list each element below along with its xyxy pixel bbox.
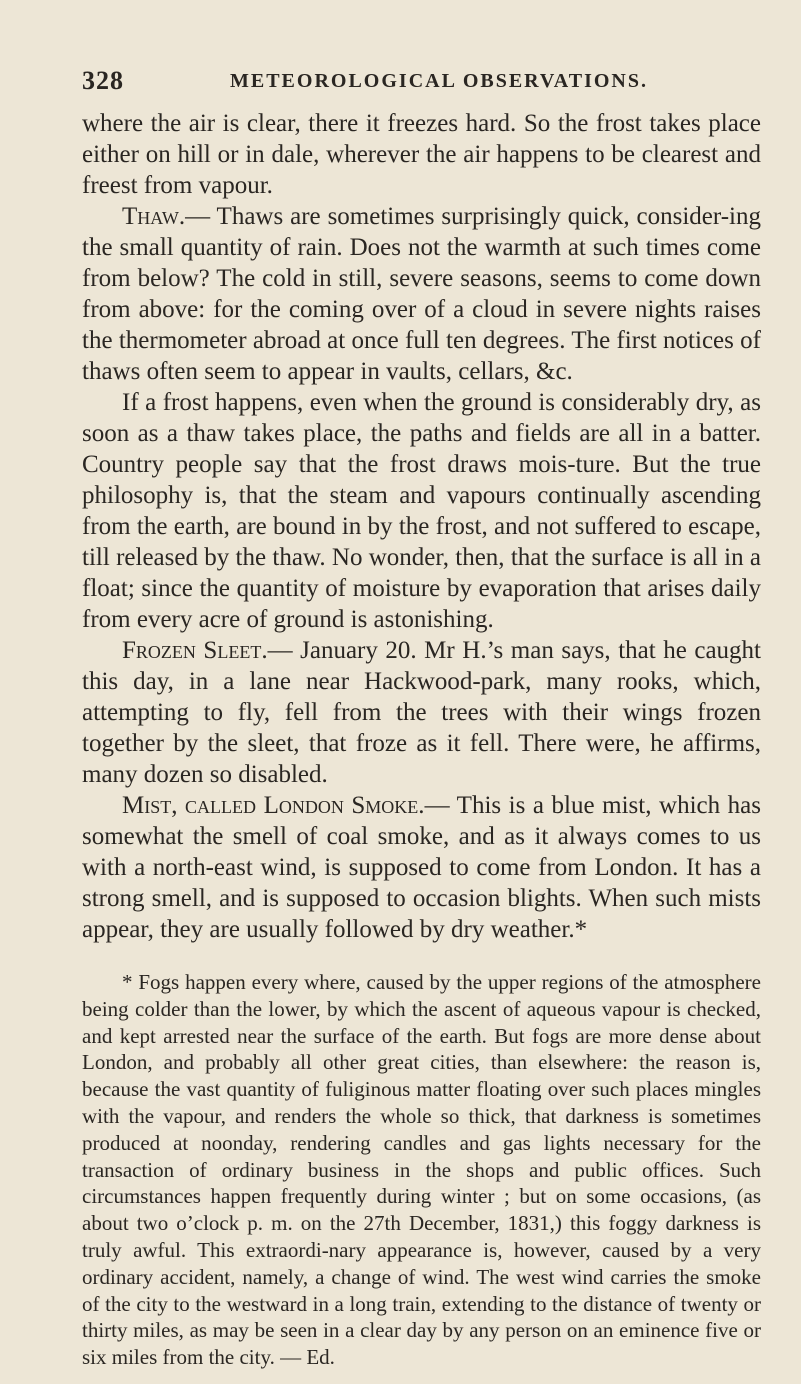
paragraph [82,387,761,635]
body-text [82,108,761,945]
paragraph-heading: Mist, called London Smoke. [122,792,425,819]
running-head [82,66,761,96]
paragraph-heading: Thaw. [122,203,186,230]
running-title: METEOROLOGICAL OBSERVATIONS. [230,70,648,92]
paragraph [82,790,761,945]
paragraph [82,201,761,387]
paragraph-text: If a frost happens, even when the ground is considerably dry, as soon as a thaw takes place, the paths and fields are all in a batter. Country people say that the frost draws mois-ture. But the true philosophy is, that the steam and vapours continually ascending from the earth, are bound in by the frost, and not suffered to escape, till released by the thaw. No wonder, then, that the surface is all in a float; since the quantity of moisture by evaporation that arises daily from every acre of ground is astonishing. [82,389,761,633]
paragraph-text: — January 20. Mr H.’s man says, that he caught this day, in a lane near Hackwood-park, many rooks, which, attempting to fly, fell from the trees with their wings frozen together by the sleet, that froze as it fell. There were, he affirms, many dozen so disabled. [82,637,761,788]
page-number: 328 [82,66,124,95]
paragraph-text: — This is a blue mist, which has somewhat the smell of coal smoke, and as it always comes to us with a north-east wind, is supposed to come from London. It has a strong smell, and is supposed to occasion blights. When such mists appear, they are usually followed by dry weather.* [82,792,762,943]
footnote: * Fogs happen every where, caused by the upper regions of the atmosphere being colder than the lower, by which the ascent of aqueous vapour is checked, and kept arrested near the surface of the earth. But fogs are more dense about London, and probably all other great cities, than elsewhere: the reason is, because the vast quantity of fuliginous matter floating over such places mingles with the vapour, and renders the whole so thick, that darkness is sometimes produced at noonday, rendering candles and gas lights necessary for the transaction of ordinary business in the shops and public offices. Such circumstances happen frequently during winter ; but on some occasions, (as about two o’clock p. m. on the 27th December, 1831,) this foggy darkness is truly awful. This extraordi-nary appearance is, however, caused by a very ordinary accident, namely, a change of wind. The west wind carries the smoke of the city to the westward in a long train, extending to the distance of twenty or thirty miles, as may be seen in a clear day by any person on an eminence five or six miles from the city. — Ed. [82,970,761,1370]
paragraph-text: — Thaws are sometimes surprisingly quick, consider-ing the small quantity of rain. Does not the warmth at such times come from below? The cold in still, severe seasons, seems to come down from above: for the coming over of a cloud in severe nights raises the thermometer abroad at once full ten degrees. The first notices of thaws often seem to appear in vaults, cellars, &c. [82,203,761,385]
paragraph [82,635,761,790]
paragraph [82,108,761,201]
paragraph-text: where the air is clear, there it freezes hard. So the frost takes place either on hill or in dale, wherever the air happens to be clearest and freest from vapour. [82,110,761,199]
paragraph-heading: Frozen Sleet. [122,637,268,664]
